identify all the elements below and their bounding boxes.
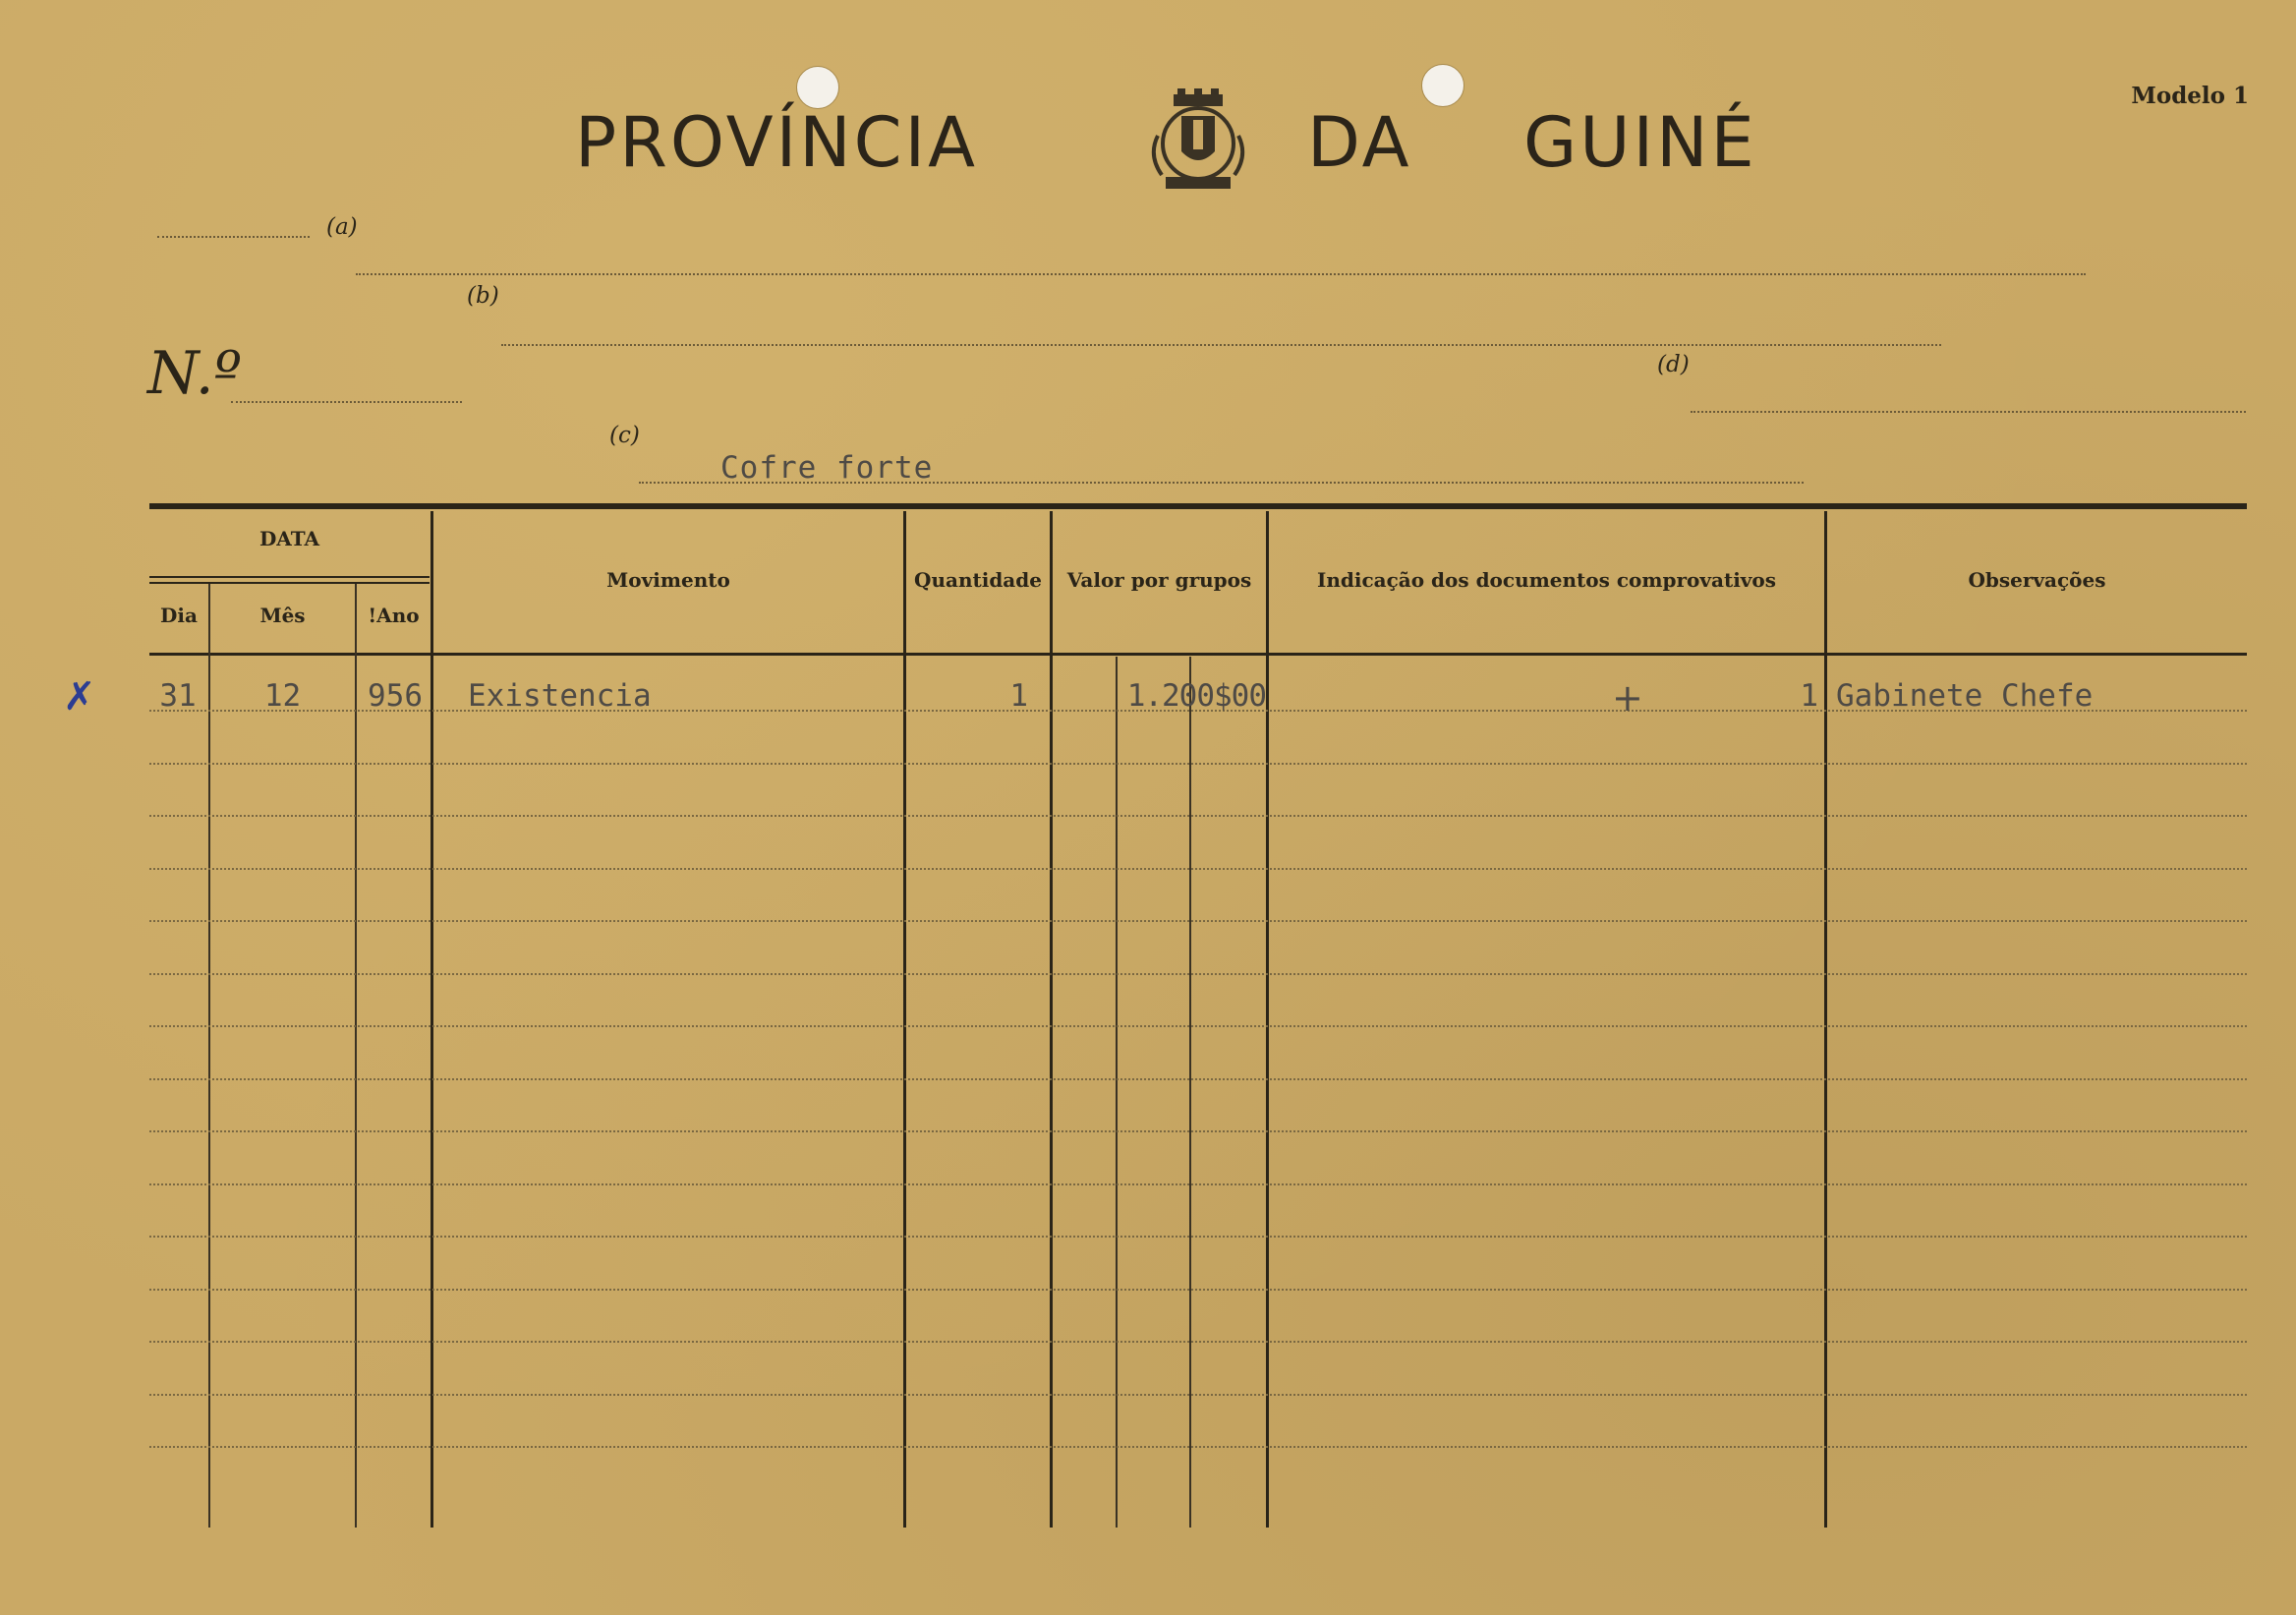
header-documentos: Indicação dos documentos comprovativos	[1316, 568, 1777, 592]
data-group-rule-1	[149, 576, 430, 578]
table-row	[149, 1130, 2247, 1132]
cell-movimento: Existencia	[468, 678, 652, 714]
cell-documentos: 1	[1800, 678, 1818, 714]
table-row	[149, 1394, 2247, 1396]
header-valor: Valor por grupos	[1066, 568, 1252, 592]
coat-of-arms-icon	[1140, 87, 1256, 195]
table-row	[149, 815, 2247, 817]
table-row	[149, 1078, 2247, 1080]
table-row	[149, 1183, 2247, 1185]
title-word-da: DA	[1307, 102, 1412, 183]
field-c-input[interactable]	[639, 482, 1804, 484]
title-word-guine: GUINÉ	[1523, 102, 1757, 183]
col-sep-dia	[208, 584, 210, 1528]
header-dia: Dia	[160, 604, 198, 627]
table-header-rule	[149, 653, 2247, 656]
field-d-label: (d)	[1657, 352, 1690, 377]
table-row	[149, 868, 2247, 870]
table-row	[149, 1025, 2247, 1027]
table-row	[149, 973, 2247, 975]
punch-hole-right	[1421, 64, 1464, 107]
field-c-label: (c)	[609, 423, 640, 448]
cell-mes: 12	[263, 678, 302, 714]
col-sep-quantidade	[1050, 511, 1053, 1528]
field-a-line-start	[157, 236, 310, 238]
field-a-input[interactable]	[356, 273, 2086, 275]
field-a-label: (a)	[326, 214, 358, 240]
field-b-label: (b)	[467, 283, 499, 309]
col-sep-mes	[355, 584, 357, 1528]
field-c-value: Cofre forte	[720, 450, 934, 486]
table-row	[149, 1341, 2247, 1343]
numero-label: N.º	[147, 339, 242, 408]
col-sep-valor-sub1	[1116, 657, 1118, 1528]
header-data: DATA	[258, 527, 320, 550]
row-check-mark: ✗	[63, 674, 96, 720]
table-row	[149, 1446, 2247, 1448]
cell-valor: 1.200$00	[1126, 678, 1266, 714]
cell-quantidade: 1	[1009, 678, 1028, 714]
cell-observacoes: Gabinete Chefe	[1836, 678, 2094, 714]
model-number: Modelo 1	[2131, 83, 2249, 109]
data-group-rule-2	[149, 582, 430, 584]
header-movimento: Movimento	[606, 568, 730, 592]
col-sep-valor	[1266, 511, 1269, 1528]
cell-dia: 31	[159, 678, 197, 714]
col-sep-movimento	[903, 511, 906, 1528]
col-sep-valor-sub2	[1189, 657, 1191, 1528]
field-b-input[interactable]	[501, 344, 1941, 346]
table-row	[149, 920, 2247, 922]
numero-input[interactable]	[231, 401, 462, 403]
header-ano: !Ano	[368, 604, 420, 627]
table-row	[149, 763, 2247, 765]
table-row	[149, 1236, 2247, 1238]
col-sep-ano	[430, 511, 433, 1528]
title-word-provincia: PROVÍNCIA	[575, 102, 979, 183]
table-top-rule	[149, 503, 2247, 509]
header-mes: Mês	[259, 604, 306, 627]
col-sep-documentos	[1824, 511, 1827, 1528]
header-quantidade: Quantidade	[914, 568, 1042, 592]
cell-doc-mark: +	[1612, 676, 1643, 720]
cell-ano: 956	[368, 678, 423, 714]
table-row	[149, 1289, 2247, 1291]
field-d-input[interactable]	[1691, 411, 2246, 413]
header-observacoes: Observações	[1968, 568, 2106, 592]
